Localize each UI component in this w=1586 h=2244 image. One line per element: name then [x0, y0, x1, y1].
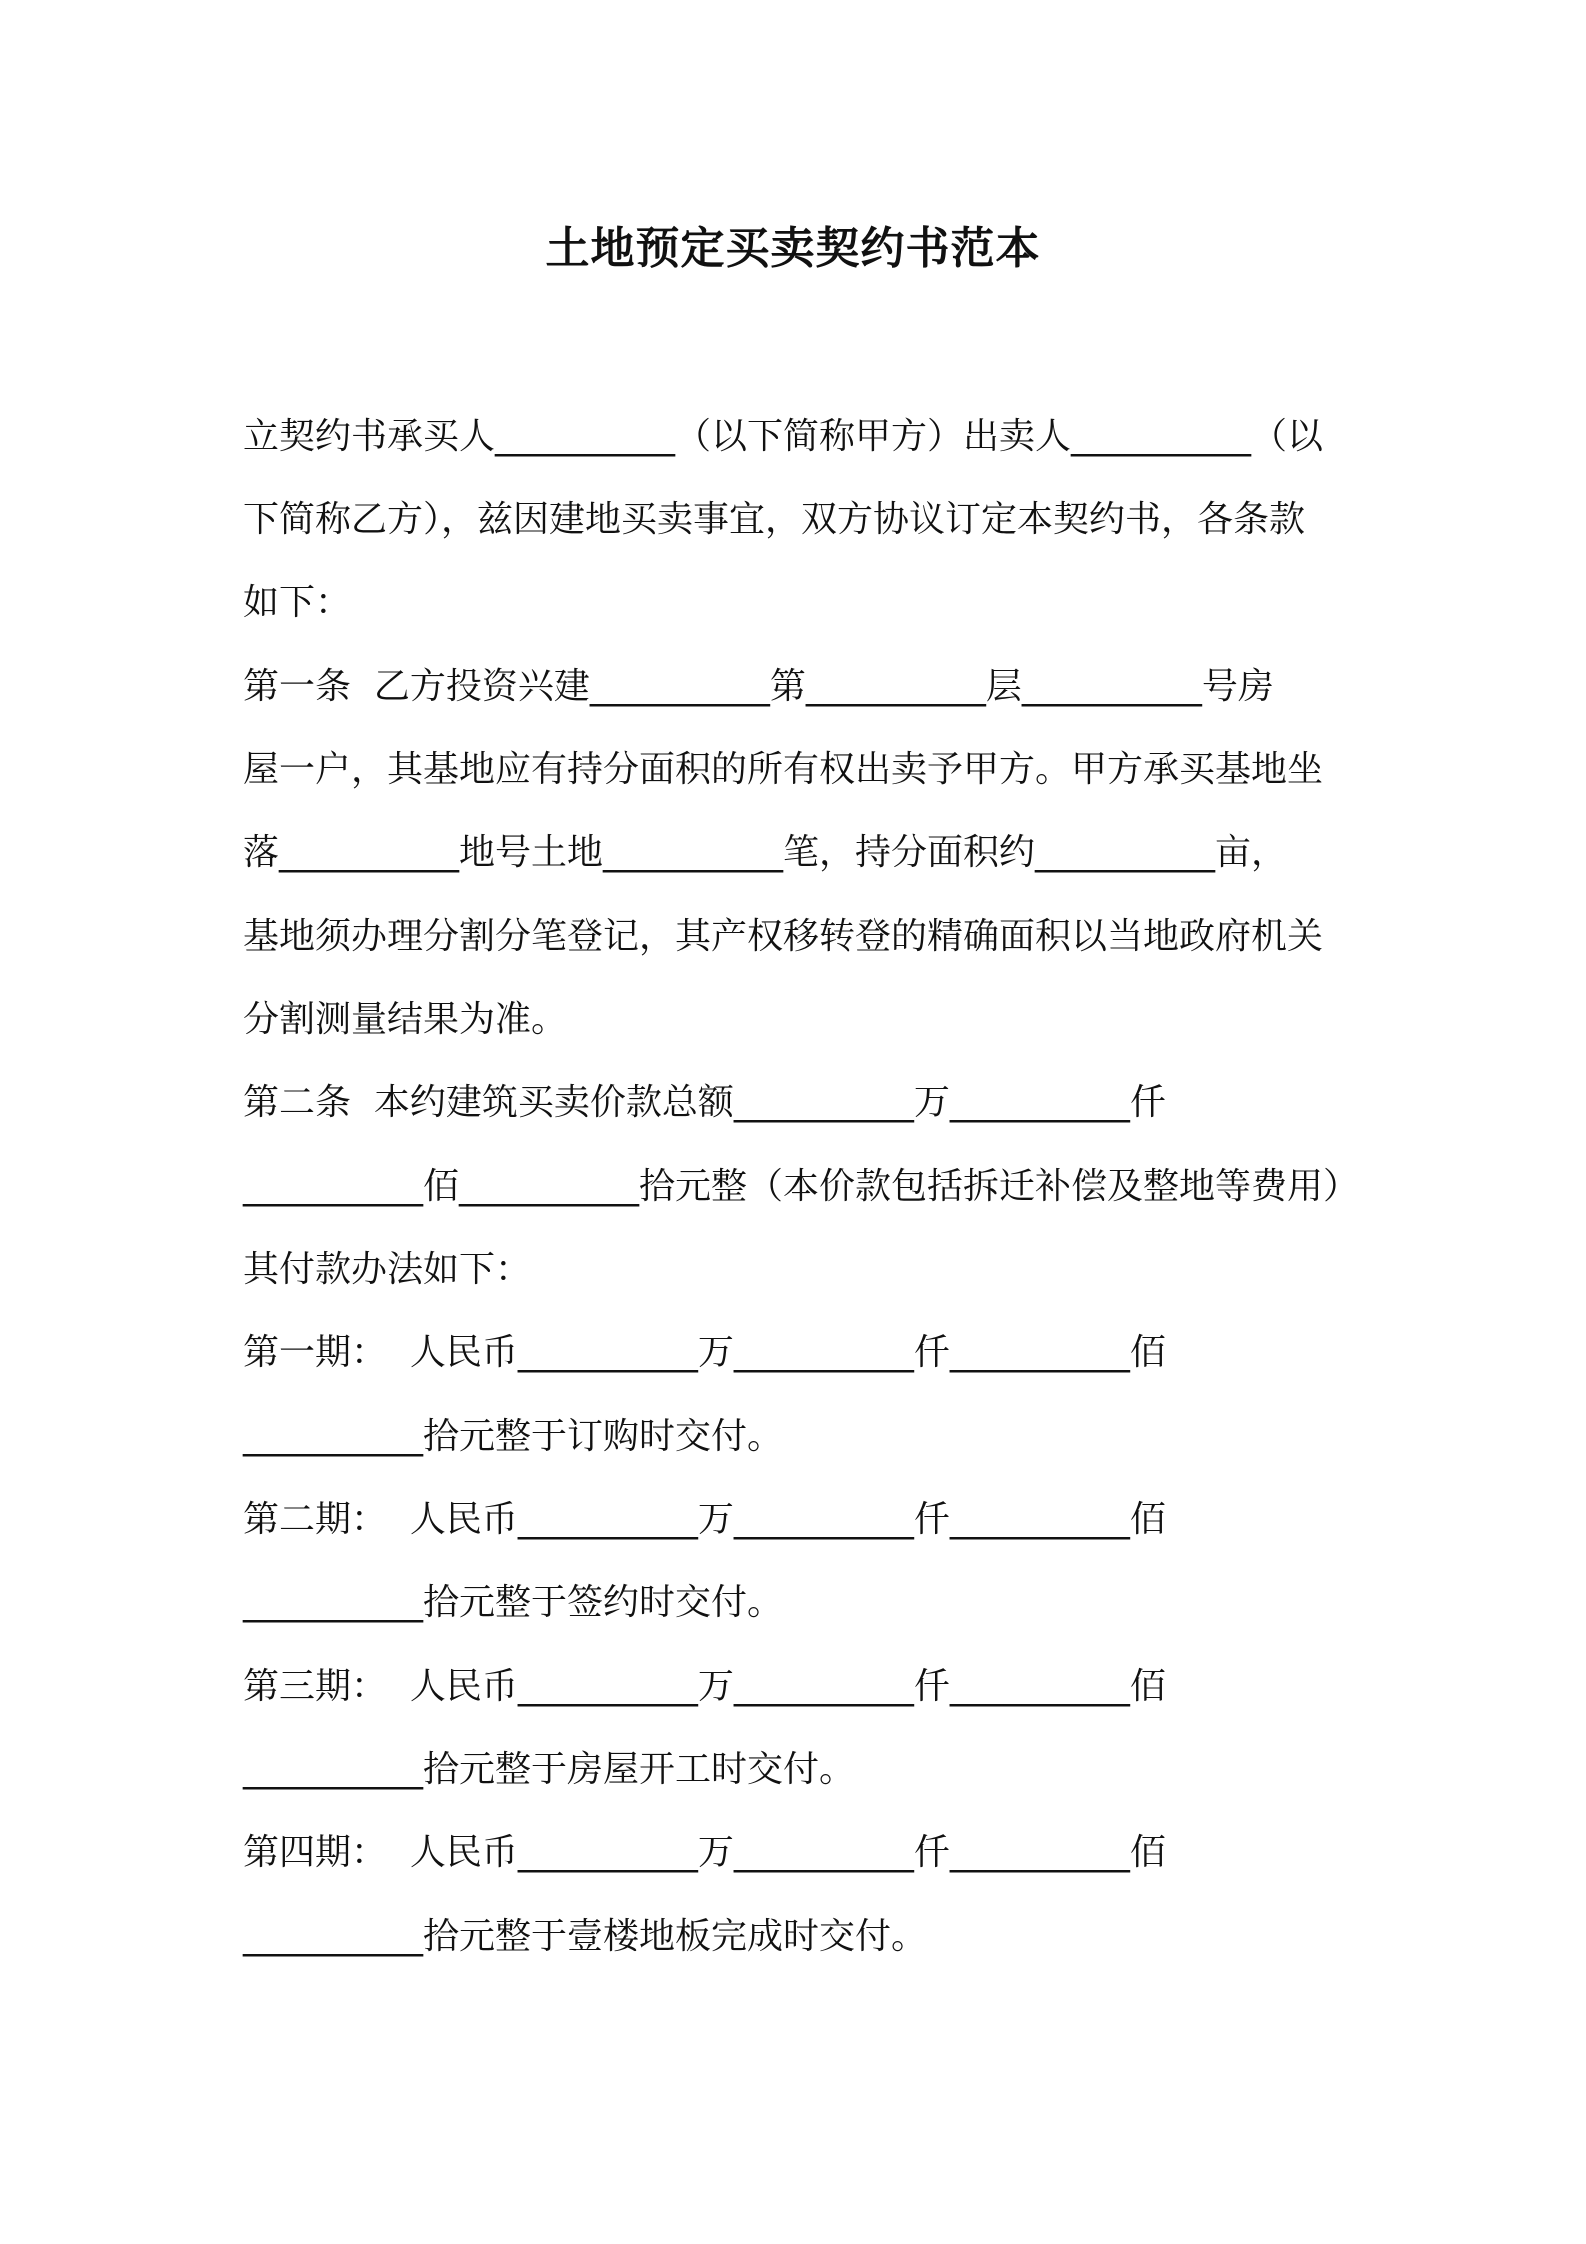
- body-line: __________佰__________拾元整（本价款包括拆迁补偿及整地等费用）: [243, 1166, 1360, 1207]
- body-line: 其付款办法如下：: [243, 1249, 532, 1290]
- body-line: 第三期： 人民币__________万__________仟__________佰: [243, 1666, 1166, 1707]
- body-line: 基地须办理分割分笔登记，其产权移转登的精确面积以当地政府机关: [243, 916, 1324, 957]
- body-line: 第一期： 人民币__________万__________仟__________佰: [243, 1332, 1166, 1373]
- body-line: 屋一户，其基地应有持分面积的所有权出卖予甲方。甲方承买基地坐: [243, 749, 1324, 790]
- body-line: __________拾元整于房屋开工时交付。: [243, 1749, 856, 1790]
- body-line: __________拾元整于壹楼地板完成时交付。: [243, 1916, 928, 1957]
- body-line: 第一条 乙方投资兴建__________第__________层__________号房: [243, 666, 1274, 707]
- body-line: 第二期： 人民币__________万__________仟__________佰: [243, 1499, 1166, 1540]
- body-line: 落__________地号土地__________笔，持分面积约__________亩，: [243, 832, 1288, 873]
- body-line: __________拾元整于签约时交付。: [243, 1582, 784, 1623]
- body-line: __________拾元整于订购时交付。: [243, 1416, 784, 1457]
- body-line: 第四期： 人民币__________万__________仟__________佰: [243, 1832, 1166, 1873]
- body-line: 如下：: [243, 582, 352, 623]
- body-line: 下简称乙方），兹因建地买卖事宜，双方协议订定本契约书，各条款: [243, 499, 1306, 540]
- document-title: 土地预定买卖契约书范本: [545, 223, 1041, 274]
- body-line: 立契约书承买人__________（以下简称甲方）出卖人__________（以: [243, 416, 1324, 457]
- body-line: 第二条 本约建筑买卖价款总额__________万__________仟: [243, 1082, 1166, 1123]
- body-line: 分割测量结果为准。: [243, 999, 568, 1040]
